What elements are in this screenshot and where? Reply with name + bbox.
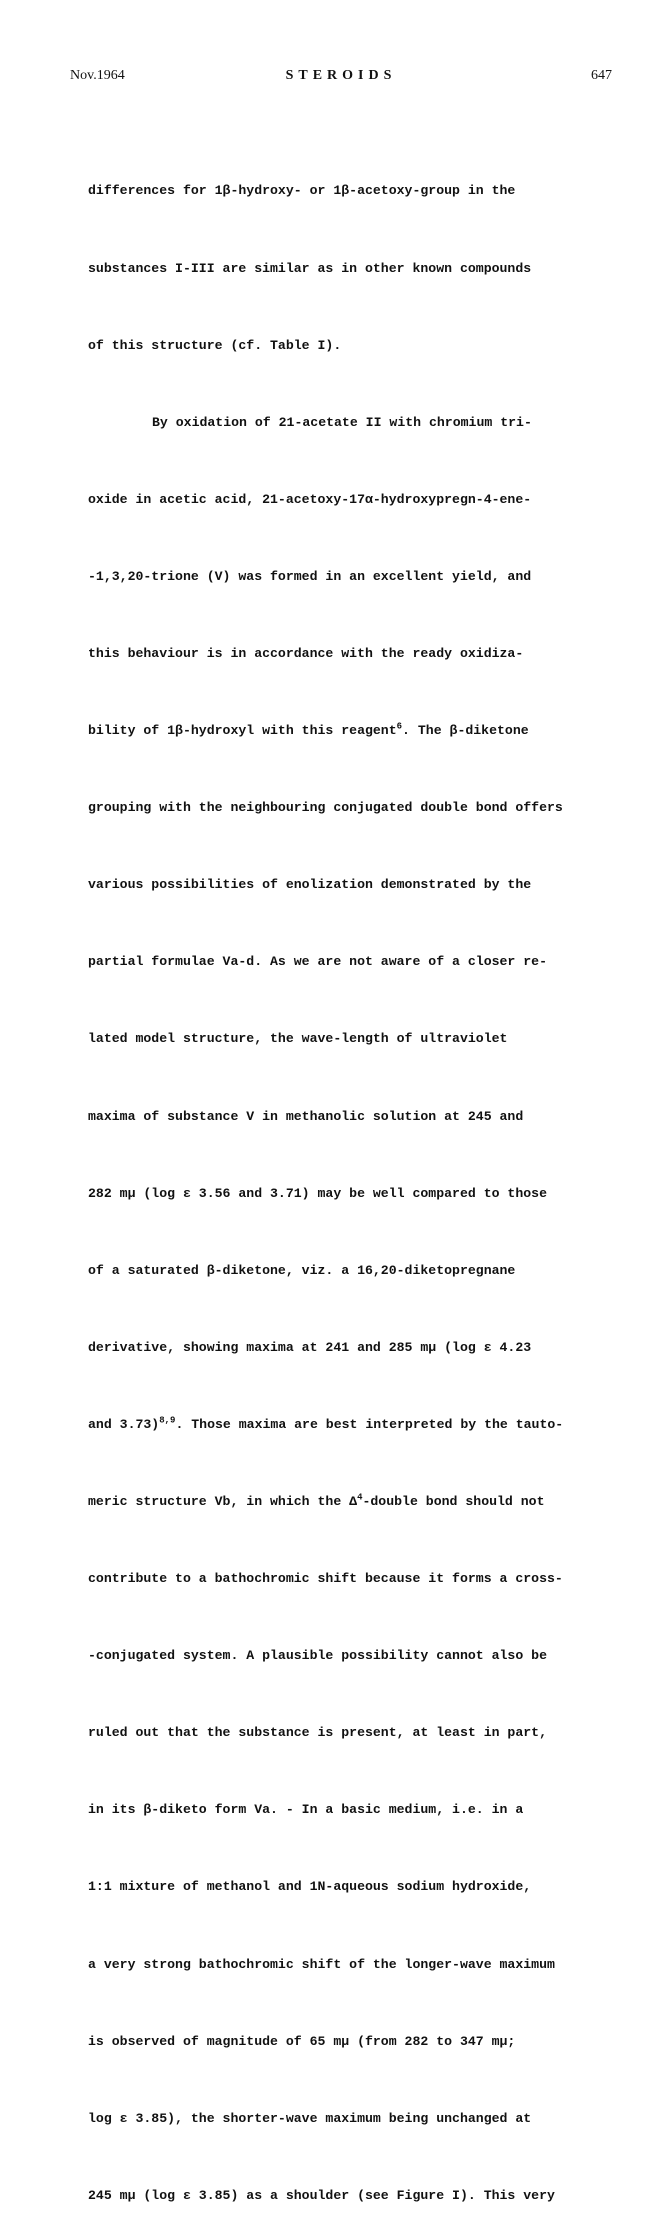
page-header [70,68,612,88]
text-line [88,718,618,744]
text-segment: . Those maxima are best interpreted by the tauto- [175,1416,564,1432]
text-line: 1:1 mixture of methanol and 1N-aqueous sodium hydroxide, [88,1879,532,1895]
text-line: maxima of substance V in methanolic solution at 245 and [88,1108,524,1124]
header-date: Nov.1964 [70,68,125,83]
text-line: 245 mμ (log ε 3.85) as a shoulder (see Figure I). This very [88,2187,555,2203]
text-segment: . The β-diketone [402,723,529,739]
text-line: partial formulae Va-d. As we are not aware of a closer re- [88,954,547,970]
text-segment: -double bond should not [362,1494,545,1509]
reference-superscript: 6 [396,721,403,732]
header-journal-title: STEROIDS [285,68,397,83]
text-line: contribute to a bathochromic shift because it forms a cross- [88,1571,563,1587]
text-line: oxide in acetic acid, 21-acetoxy-17α-hydroxypregn-4-ene- [88,491,532,507]
text-line: in its β-diketo form Va. - In a basic medium, i.e. in a [88,1802,524,1818]
text-line: -1,3,20-trione (V) was formed in an excellent yield, and [88,568,532,584]
text-line: -conjugated system. A plausible possibility cannot also be [88,1648,547,1664]
text-line: is observed of magnitude of 65 mμ (from 282 to 347 mμ; [88,2033,516,2049]
text-line: of this structure (cf. Table I). [88,337,342,353]
text-line: a very strong bathochromic shift of the longer-wave maximum [88,1956,555,1972]
text-line: log ε 3.85), the shorter-wave maximum being unchanged at [88,2110,532,2126]
text-line: various possibilities of enolization demonstrated by the [88,877,532,893]
text-line: this behaviour is in accordance with the ready oxidiza- [88,645,524,661]
text-line: of a saturated β-diketone, viz. a 16,20-diketopregnane [88,1262,516,1278]
text-segment: and 3.73) [88,1416,160,1432]
header-page-number: 647 [591,68,612,83]
text-line: 282 mμ (log ε 3.56 and 3.71) may be well compared to those [88,1185,547,1201]
text-line: ruled out that the substance is present, at least in part, [88,1725,547,1741]
body-text [88,127,618,2234]
text-line: lated model structure, the wave-length of ultraviolet [88,1031,508,1047]
text-line: By oxidation of 21-acetate II with chromium tri- [152,414,532,430]
text-line: grouping with the neighbouring conjugated double bond offers [88,800,563,816]
text-line [88,1412,618,1438]
text-segment: meric structure Vb, in which the Δ [88,1494,358,1509]
text-line: differences for 1β-hydroxy- or 1β-acetoxy-group in the [88,183,516,199]
text-line: derivative, showing maxima at 241 and 285 mμ (log ε 4.23 [88,1339,532,1355]
text-segment: bility of 1β-hydroxyl with this reagent [88,723,397,739]
text-line [88,1489,618,1515]
delta-superscript: 4 [357,1492,363,1503]
text-line: substances I-III are similar as in other known compounds [88,260,532,276]
reference-superscript: 8,9 [159,1415,176,1426]
